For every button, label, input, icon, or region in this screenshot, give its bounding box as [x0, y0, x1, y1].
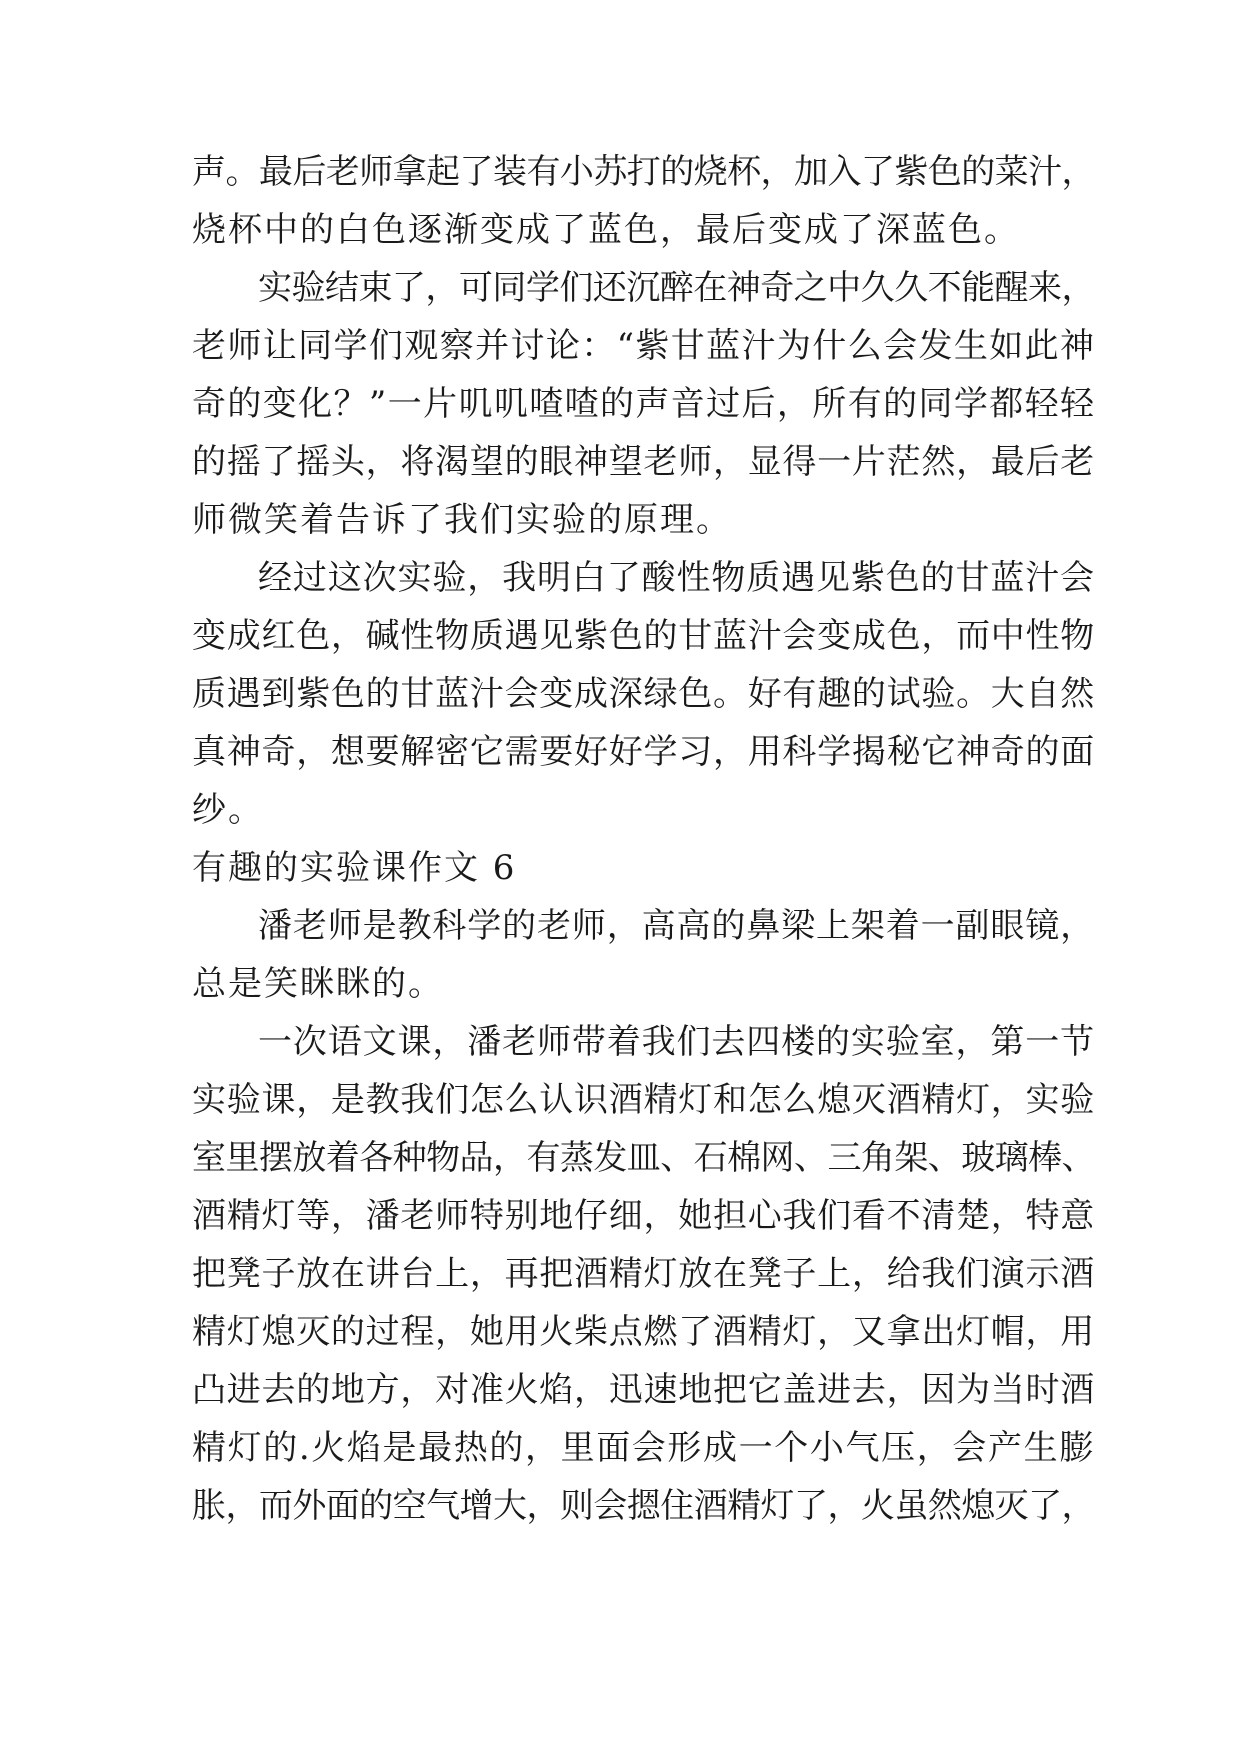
text-line: 纱。: [192, 790, 264, 830]
text-line: 室里摆放着各种物品，有蒸发皿、石棉网、三角架、玻璃棒、: [192, 1138, 1095, 1178]
text-line: 精灯熄灭的过程，她用火柴点燃了酒精灯，又拿出灯帽，用: [192, 1312, 1095, 1352]
text-line: 精灯的.火焰是最热的，里面会形成一个小气压，会产生膨: [192, 1428, 1095, 1468]
text-line: 酒精灯等，潘老师特别地仔细，她担心我们看不清楚，特意: [192, 1196, 1095, 1236]
paragraph-start: 实验结束了，可同学们还沉醉在神奇之中久久不能醒来，: [258, 268, 1095, 308]
text-line: 奇的变化？”一片叽叽喳喳的声音过后，所有的同学都轻轻: [192, 384, 1096, 424]
text-line: 的摇了摇头，将渴望的眼神望老师，显得一片茫然，最后老: [192, 442, 1095, 482]
paragraph-start: 一次语文课，潘老师带着我们去四楼的实验室，第一节: [258, 1022, 1095, 1062]
text-line: 真神奇，想要解密它需要好好学习，用科学揭秘它神奇的面: [192, 732, 1095, 772]
text-line: 总是笑眯眯的。: [192, 964, 444, 1004]
text-line: 变成红色，碱性物质遇见紫色的甘蓝汁会变成色，而中性物: [192, 616, 1095, 656]
text-line: 把凳子放在讲台上，再把酒精灯放在凳子上，给我们演示酒: [192, 1254, 1095, 1294]
text-line: 老师让同学们观察并讨论：“紫甘蓝汁为什么会发生如此神: [192, 326, 1096, 366]
text-line: 胀，而外面的空气增大，则会摁住酒精灯了，火虽然熄灭了，: [192, 1486, 1095, 1526]
text-line: 质遇到紫色的甘蓝汁会变成深绿色。好有趣的试验。大自然: [192, 674, 1095, 714]
text-line: 师微笑着告诉了我们实验的原理。: [192, 500, 732, 540]
paragraph-start: 经过这次实验，我明白了酸性物质遇见紫色的甘蓝汁会: [258, 558, 1095, 598]
text-line: 实验课，是教我们怎么认识酒精灯和怎么熄灭酒精灯，实验: [192, 1080, 1095, 1120]
section-heading: 有趣的实验课作文 6: [192, 848, 517, 888]
text-line: 烧杯中的白色逐渐变成了蓝色，最后变成了深蓝色。: [192, 210, 1020, 250]
text-line: 凸进去的地方，对准火焰，迅速地把它盖进去，因为当时酒: [192, 1370, 1095, 1410]
paragraph-start: 潘老师是教科学的老师，高高的鼻梁上架着一副眼镜，: [258, 906, 1095, 946]
text-line: 声。最后老师拿起了装有小苏打的烧杯，加入了紫色的菜汁，: [192, 152, 1095, 192]
